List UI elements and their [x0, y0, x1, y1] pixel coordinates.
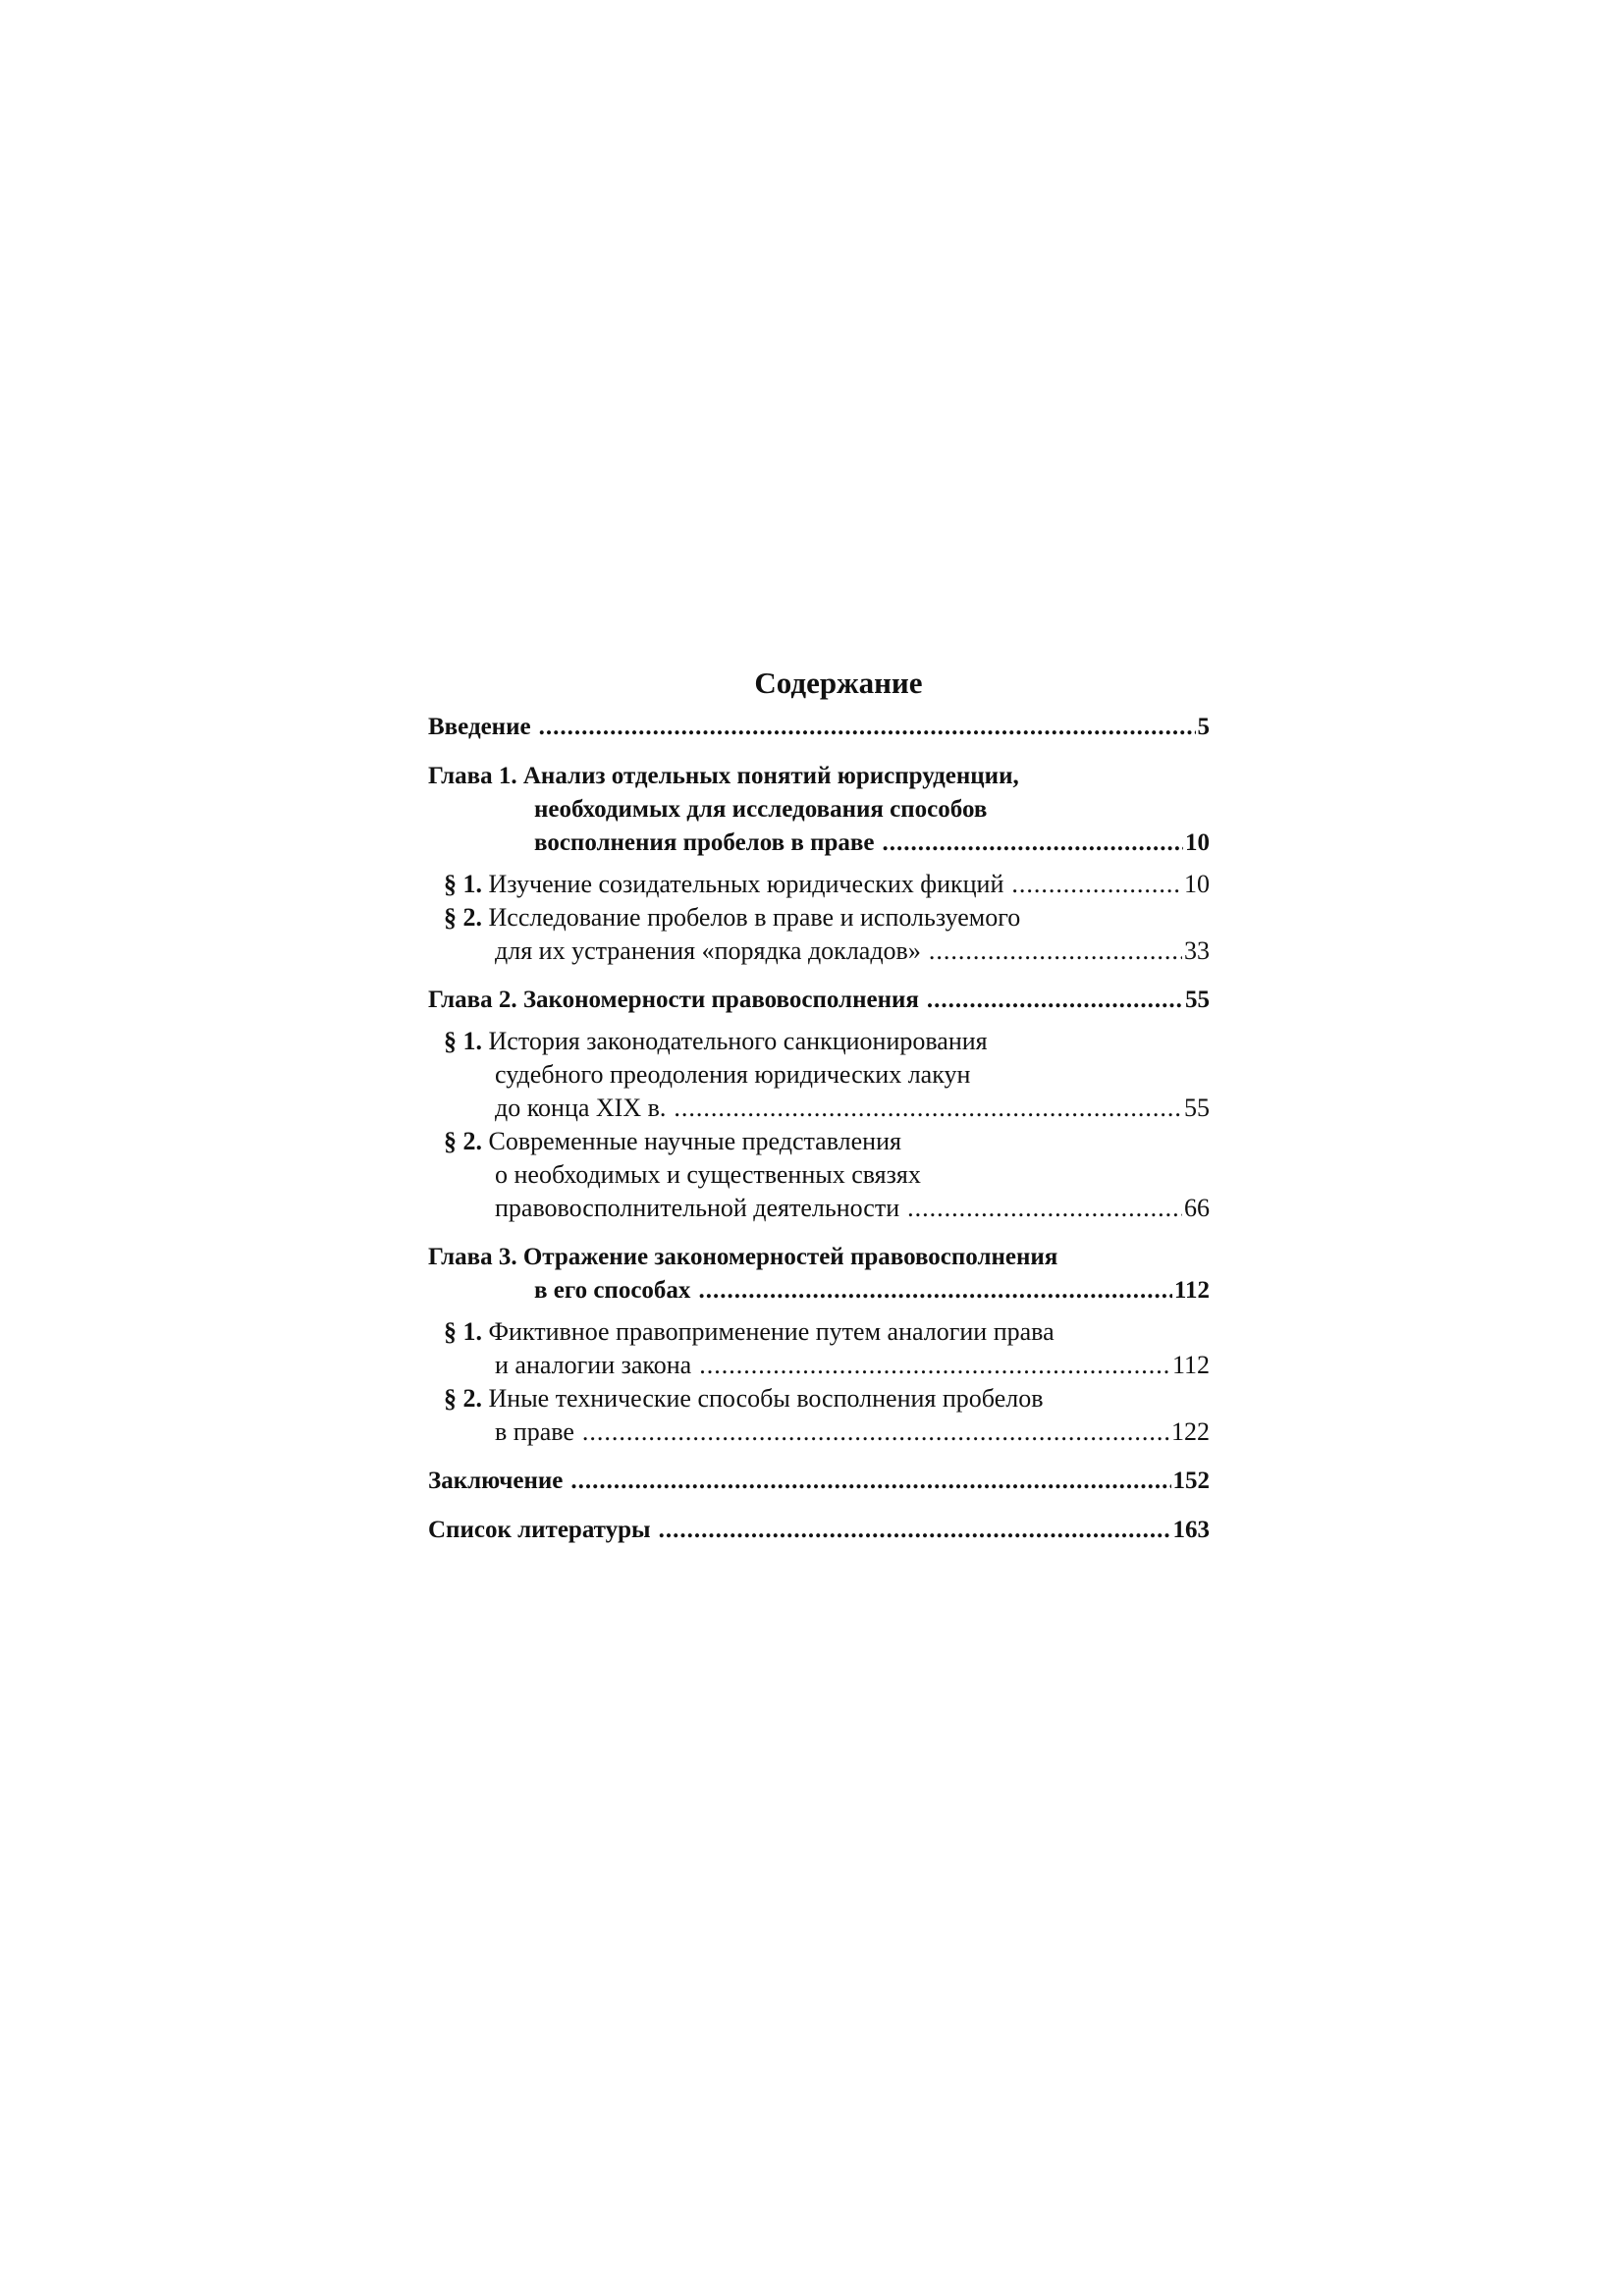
toc-chapter-2-section-2[interactable] — [428, 1125, 1210, 1158]
leader-dots — [883, 827, 1184, 860]
section-title: Изучение созидательных юридических фикций — [488, 870, 1004, 898]
page-title: Содержание — [754, 666, 923, 700]
section-title: Современные научные представления — [488, 1127, 901, 1155]
toc-chapter-2-section-2-line-3[interactable] — [428, 1192, 1210, 1225]
toc-entry-label: Глава 2. Закономерности правовосполнения — [428, 987, 919, 1013]
toc-chapter-2-section-2-line-2[interactable] — [428, 1158, 1210, 1192]
toc-chapter-3-section-2[interactable] — [428, 1382, 1210, 1415]
leader-dots — [907, 1192, 1182, 1225]
toc-chapter-1-section-2-line-2[interactable] — [428, 934, 1210, 968]
toc-entry-label: Список литературы — [428, 1517, 651, 1543]
toc-chapter-1-heading[interactable] — [428, 760, 1210, 793]
toc-chapter-2-section-1[interactable] — [428, 1025, 1210, 1058]
toc-entry-label: восполнения пробелов в праве — [534, 829, 875, 856]
toc-chapter-2-section-1-line-2[interactable] — [428, 1058, 1210, 1092]
toc-page-number: 112 — [1173, 1277, 1210, 1304]
section-title: Исследование пробелов в праве и используемого — [488, 903, 1021, 932]
leader-dots — [659, 1514, 1171, 1547]
toc-chapter-3-section-1-line-2[interactable] — [428, 1349, 1210, 1382]
section-number: § 1. — [444, 1027, 482, 1055]
toc-page-number: 10 — [1185, 829, 1210, 856]
leader-dots — [698, 1274, 1171, 1308]
leader-dots — [674, 1092, 1182, 1125]
toc-chapter-1-line-3[interactable] — [428, 827, 1210, 860]
toc-entry-label: Глава 3. Отражение закономерностей правовосполнения — [428, 1244, 1058, 1270]
toc-entry-label — [444, 901, 1020, 934]
toc-page-number: 33 — [1184, 936, 1210, 965]
leader-dots — [699, 1349, 1170, 1382]
toc-entry-label — [444, 1025, 988, 1058]
toc-page-number: 55 — [1185, 987, 1210, 1013]
toc-page-number: 10 — [1184, 870, 1210, 898]
toc-page-number: 122 — [1171, 1417, 1210, 1446]
toc-page-number: 152 — [1172, 1468, 1210, 1494]
toc-chapter-1-section-1[interactable] — [428, 868, 1210, 901]
section-number: § 1. — [444, 1317, 482, 1346]
toc-entry-label — [444, 868, 1003, 901]
toc-page-number: 55 — [1184, 1094, 1210, 1122]
toc-entry-conclusion[interactable] — [428, 1465, 1210, 1498]
toc-entry-label: до конца XIX в. — [495, 1094, 667, 1122]
section-number: § 2. — [444, 1384, 482, 1413]
toc-entry-label: правовосполнительной деятельности — [495, 1194, 900, 1222]
toc-entry-label: судебного преодоления юридических лакун — [495, 1060, 971, 1089]
toc-chapter-3-section-1[interactable] — [428, 1315, 1210, 1349]
toc-entry-label: Заключение — [428, 1468, 564, 1494]
toc-page-number: 66 — [1184, 1194, 1210, 1222]
toc-chapter-3-line-2[interactable] — [428, 1274, 1210, 1308]
toc-chapter-3-section-2-line-2[interactable] — [428, 1415, 1210, 1449]
section-number: § 1. — [444, 870, 482, 898]
leader-dots — [582, 1415, 1169, 1449]
section-number: § 2. — [444, 1127, 482, 1155]
toc-entry-label — [444, 1125, 901, 1158]
section-title: Фиктивное правоприменение путем аналогии права — [488, 1317, 1055, 1346]
toc-chapter-2-section-1-line-3[interactable] — [428, 1092, 1210, 1125]
toc-entry-label — [444, 1315, 1055, 1349]
toc-entry-label: и аналогии закона — [495, 1351, 692, 1379]
leader-dots — [570, 1465, 1170, 1498]
leader-dots — [539, 711, 1196, 744]
toc-chapter-2-heading[interactable] — [428, 984, 1210, 1017]
toc-chapter-3-heading[interactable] — [428, 1241, 1210, 1274]
toc-page-number: 112 — [1171, 1351, 1210, 1379]
toc-entry-label: в его способах — [534, 1277, 691, 1304]
section-title: Иные технические способы восполнения пробелов — [488, 1384, 1044, 1413]
section-title: История законодательного санкционирования — [488, 1027, 988, 1055]
leader-dots — [929, 934, 1182, 968]
toc-entry-label: о необходимых и существенных связях — [495, 1160, 921, 1189]
leader-dots — [927, 984, 1183, 1017]
section-number: § 2. — [444, 903, 482, 932]
toc-entry-label: Введение — [428, 714, 531, 740]
toc-entry-label — [444, 1382, 1043, 1415]
table-of-contents — [428, 664, 1210, 1547]
toc-entry-label: необходимых для исследования способов — [534, 796, 988, 823]
toc-chapter-1-line-2[interactable] — [428, 793, 1210, 827]
toc-entry-label: Глава 1. Анализ отдельных понятий юриспруденции, — [428, 763, 1019, 789]
toc-page-number: 5 — [1197, 714, 1210, 740]
toc-entry-literature[interactable] — [428, 1514, 1210, 1547]
toc-entry-label: в праве — [495, 1417, 574, 1446]
toc-chapter-1-section-2[interactable] — [428, 901, 1210, 934]
toc-page-number: 163 — [1172, 1517, 1210, 1543]
leader-dots — [1011, 868, 1182, 901]
toc-entry-label: для их устранения «порядка докладов» — [495, 936, 921, 965]
toc-entry-intro[interactable] — [428, 711, 1210, 744]
